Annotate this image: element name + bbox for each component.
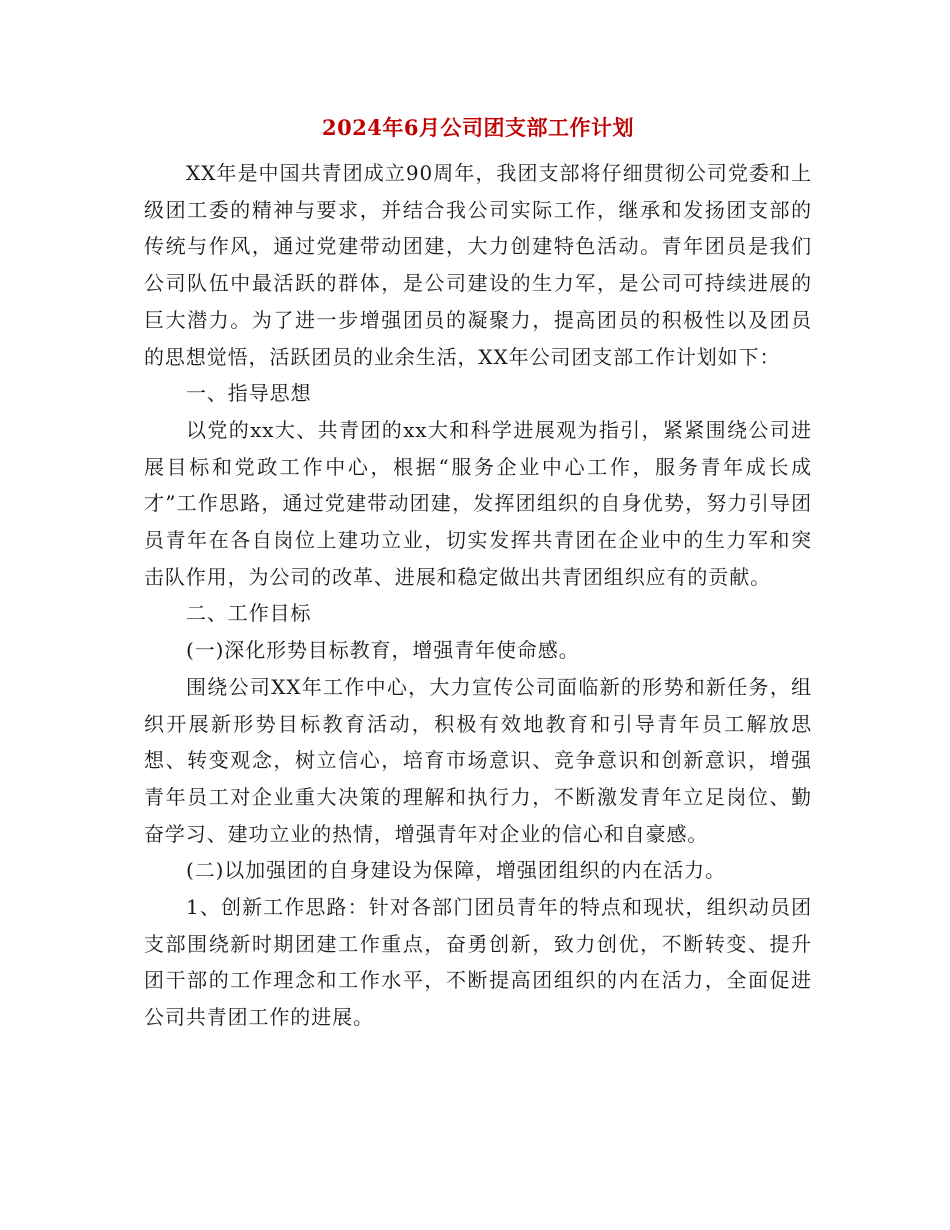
subheading-goal-2: (二)以加强团的自身建设为保障，增强团组织的内在活力。 bbox=[186, 858, 726, 883]
document-title: 2024年6月公司团支部工作计划 bbox=[321, 115, 635, 140]
paragraph-innovation: 1、创新工作思路：针对各部门团员青年的特点和现状，组织动员团支部围绕新时期团建工作重点，奋勇创新，致力创优，不断转变、提升团干部的工作理念和工作水平，不断提高团组织的内在活力，全面促进公司共青团工作的进展。 bbox=[144, 895, 812, 1030]
paragraph-intro: XX年是中国共青团成立90周年，我团支部将仔细贯彻公司党委和上级团工委的精神与要求，并结合我公司实际工作，继承和发扬团支部的传统与作风，通过党建带动团建，大力创建特色活动。青年团员是我们公司队伍中最活跃的群体，是公司建设的生力军，是公司可持续进展的巨大潜力。为了进一步增强团员的凝聚力，提高团员的积极性以及团员的思想觉悟，活跃团员的业余生活，XX年公司团支部工作计划如下： bbox=[144, 161, 812, 369]
subheading-goal-1: (一)深化形势目标教育，增强青年使命感。 bbox=[186, 638, 580, 663]
paragraph-goal-1: 围绕公司XX年工作中心，大力宣传公司面临新的形势和新任务，组织开展新形势目标教育活动，积极有效地教育和引导青年员工解放思想、转变观念，树立信心，培育市场意识、竞争意识和创新意识，增强青年员工对企业重大决策的理解和执行力，不断激发青年立足岗位、勤奋学习、建功立业的热情，增强青年对企业的信心和自豪感。 bbox=[144, 674, 812, 846]
document-body bbox=[144, 155, 812, 1036]
paragraph-guiding-thought: 以党的xx大、共青团的xx大和科学进展观为指引，紧紧围绕公司进展目标和党政工作中心，根据“服务企业中心工作，服务青年成长成才”工作思路，通过党建带动团建，发挥团组织的自身优势，努力引导团员青年在各自岗位上建功立业，切实发挥共青团在企业中的生力军和突击队作用，为公司的改革、进展和稳定做出共青团组织应有的贡献。 bbox=[144, 417, 812, 589]
section-heading-guiding-thought: 一、指导思想 bbox=[186, 381, 312, 406]
section-heading-work-goals: 二、工作目标 bbox=[186, 601, 312, 626]
